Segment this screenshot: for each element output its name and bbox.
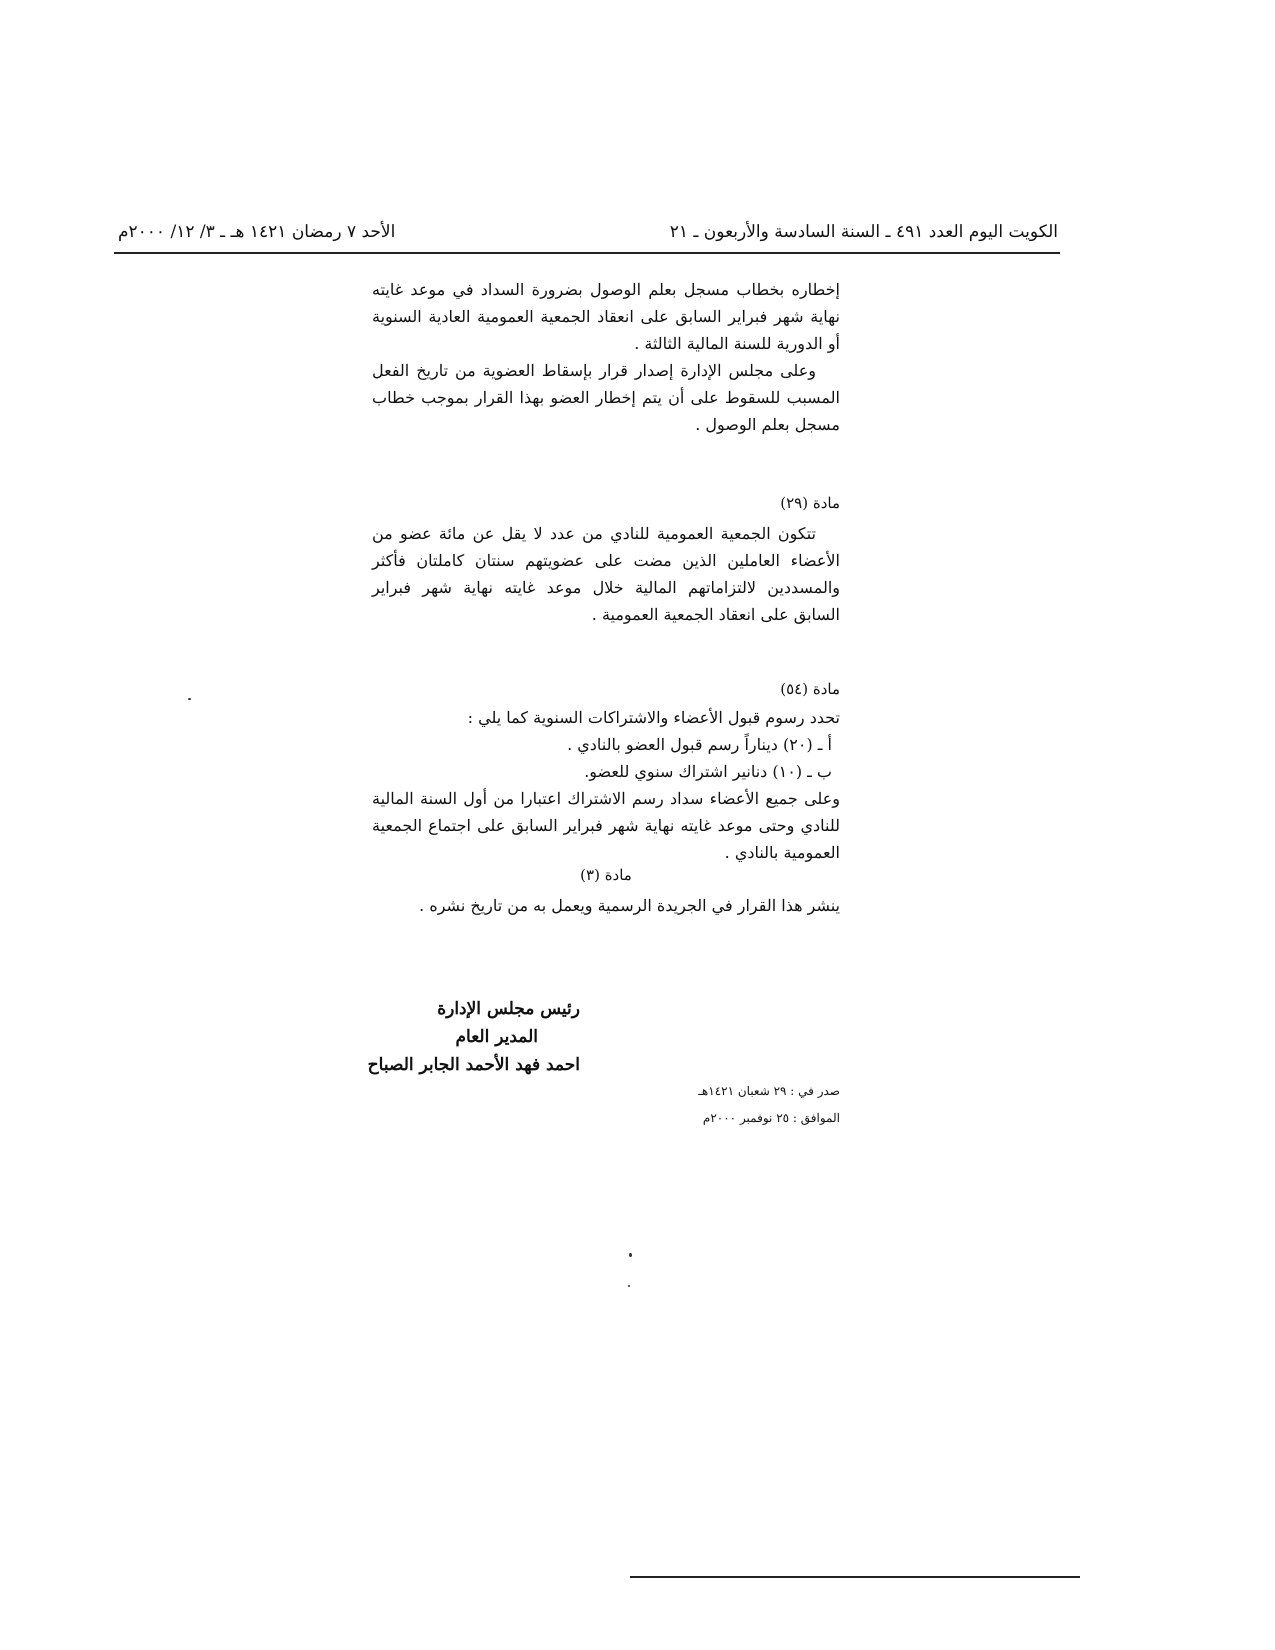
paragraph-notification: إخطاره بخطاب مسجل بعلم الوصول بضرورة السداد في موعد غايته نهاية شهر فبراير السابق على انعقاد الجمعية العمومية العادية السنوية أو الدورية للسنة المالية الثالثة . bbox=[372, 280, 840, 353]
article-29-title: مادة (٢٩) bbox=[780, 494, 840, 512]
scan-speck bbox=[188, 698, 191, 700]
article-29-text: تتكون الجمعية العمومية للنادي من عدد لا يقل عن مائة عضو من الأعضاء العاملين الذين مضت على عضويتهم سنتان كاملتان فأكثر والمسددين لالتزاماتهم المالية خلال موعد غايته نهاية شهر فبراير السابق على انعقاد الجمعية العمومية . bbox=[372, 524, 840, 624]
signature-block bbox=[360, 995, 580, 1079]
article-54-body bbox=[372, 704, 840, 866]
footer-divider bbox=[630, 1576, 1080, 1578]
issue-dates bbox=[640, 1078, 840, 1132]
article-29-body bbox=[372, 520, 840, 628]
header-date: الأحد ٧ رمضان ١٤٢١ هـ ـ ٣/ ١٢/ ٢٠٠٠م bbox=[118, 222, 396, 242]
issued-date: صدر في : ٢٩ شعبان ١٤٢١هـ bbox=[698, 1084, 840, 1098]
scan-speck bbox=[628, 1285, 630, 1287]
header-divider bbox=[114, 252, 1060, 254]
article-3-body bbox=[372, 892, 840, 919]
article-3-text: ينشر هذا القرار في الجريدة الرسمية ويعمل به من تاريخ نشره . bbox=[419, 896, 840, 915]
corresponding-date: الموافق : ٢٥ نوفمبر ٢٠٠٠م bbox=[702, 1111, 840, 1125]
signature-name: احمد فهد الأحمد الجابر الصباح bbox=[367, 1055, 580, 1075]
continuation-block bbox=[372, 276, 840, 438]
article-54-outro: وعلى جميع الأعضاء سداد رسم الاشتراك اعتبارا من أول السنة المالية للنادي وحتى موعد غايته نهاية شهر فبراير السابق على اجتماع الجمعية العمومية بالنادي . bbox=[372, 789, 840, 862]
header-issue-info: الكويت اليوم العدد ٤٩١ ـ السنة السادسة والأربعون ـ ٢١ bbox=[669, 222, 1058, 242]
scan-speck bbox=[629, 1253, 632, 1257]
article-3-title: مادة (٣) bbox=[580, 866, 632, 884]
page-header bbox=[118, 222, 1058, 242]
article-54-item-b: ب ـ (١٠) دنانير اشتراك سنوي للعضو. bbox=[584, 762, 832, 781]
article-54-item-a: أ ـ (٢٠) ديناراً رسم قبول العضو بالنادي . bbox=[567, 735, 832, 754]
article-54-intro: تحدد رسوم قبول الأعضاء والاشتراكات السنوية كما يلي : bbox=[467, 708, 840, 727]
paragraph-board-decision: وعلى مجلس الإدارة إصدار قرار بإسقاط العضوية من تاريخ الفعل المسبب للسقوط على أن يتم إخطار العضو بهذا القرار بموجب خطاب مسجل بعلم الوصول . bbox=[372, 361, 840, 434]
signature-title: رئيس مجلس الإدارة bbox=[437, 999, 580, 1019]
article-54-title: مادة (٥٤) bbox=[780, 680, 840, 698]
signature-role: المدير العام bbox=[455, 1027, 538, 1047]
